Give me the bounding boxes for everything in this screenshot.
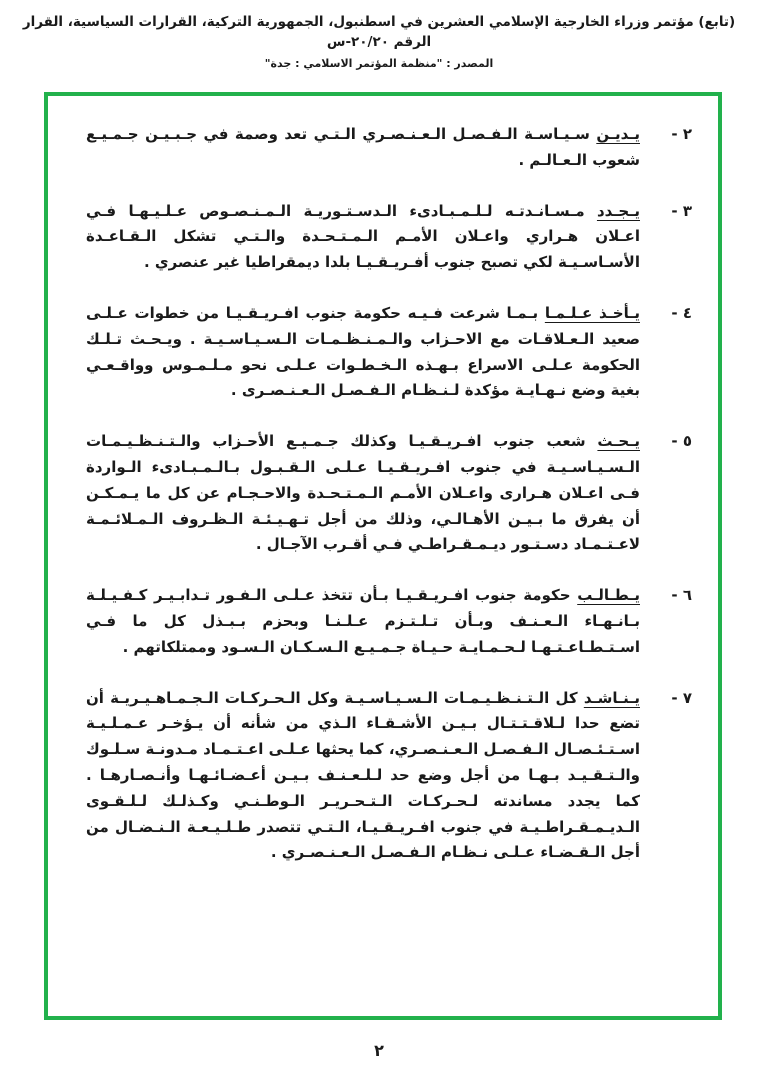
clause-lead-word: يـجـدد xyxy=(596,201,640,220)
clause-body: بـمـا شرعت فـيـه حكومة جنوب افـريـقـيـا من خطوات عـلـى صعيد الـعـلاقـات مع الاحـزاب والـمـنـظـمـات الـسـيـاسـيـة . ويـحـث تـلـك الحكومة عـلـى الاسراع بـهـذه الـخـطـوات عـلـى نحو مـلـمـوس وواقـعـي بغية وضع نـهـايـة مؤكدة لـنـظـام الـفـصـل الـعـنـصـرى . xyxy=(86,303,640,400)
clause-lead-word: يـطـالـب xyxy=(577,586,640,605)
clause-text xyxy=(86,686,640,867)
clause-number: ٣ - xyxy=(671,201,692,220)
document-header xyxy=(0,0,758,70)
clause-text xyxy=(86,122,640,174)
resolution-clause xyxy=(86,301,692,404)
resolution-clause xyxy=(86,122,692,174)
clause-lead-word: يـديـن xyxy=(596,125,640,143)
document-title: (تابع) مؤتمر وزراء الخارجية الإسلامي العشرين في اسطنبول، الجمهورية التركية، القرارات السياسية، القرار الرقم ٢٠/٢٠-س xyxy=(22,14,736,51)
clause-lead-word: يـأخـذ عـلـمـا xyxy=(544,303,640,322)
page-number: ٢ xyxy=(374,1041,384,1060)
clause-body: سـيـاسـة الـفـصـل الـعـنـصـري الـتـي تعد وصمة في جـبـيـن جـمـيـع شعوب الـعـالـم . xyxy=(86,125,640,169)
clause-number: ٢ - xyxy=(671,125,692,143)
clause-number: ٦ - xyxy=(671,586,692,605)
green-border-frame xyxy=(44,92,722,1020)
clause-body: مـسـانـدتـه لـلـمـبـادىء الـدسـتـوريـة الـمـنـصـوص عـلـيـهـا فـي اعـلان هـراري واعـلان الأمـم الـمـتـحـدة والـتـي تشكل الـقـاعـدة الأسـاسـيـة لكي تصبح جنوب أفـريـقـيـا بلدا ديمقراطيا غير عنصري . xyxy=(86,201,640,272)
clause-body: حكومة جنوب افـريـقـيـا بـأن تتخذ عـلـى الـفـور تـدابـيـر كـفـيـلـة بـانـهـاء الـعـنـف وبـأن تـلـتـزم عـلـنـا وبحزم بـبـذل كل ما فـي اسـتـطـاعـتـهـا لـحـمـايـة حـيـاة جـمـيـع الـسـكـان الـسـود وممتلكاتهم . xyxy=(86,586,640,656)
clause-body: كل الـتـنـظـيـمـات الـسـيـاسـيـة وكل الـحـركـات الـجـمـاهـيـريـة أن تضع حدا لـلاقـتـتـال بـيـن الأشـقـاء الـذي من شأنه أن يـؤخـر عـمـلـيـة اسـتـئـصـال الـفـصـل الـعـنـصـري، كما يحثها عـلـى اعـتـمـاد مـدونـة سـلـوك والـتـقـيـد بـهـا من أجل وضع حد لـلـعـنـف بـيـن أعـضـائـهـا وأنـصـارهـا . كما يجدد مساندته لـحـركـات الـتـحـريـر الـوطـنـي وكـذلـك لـلـقـوى الـديـمـقـراطـيـة في جنوب افـريـقـيـا، الـتـي تتصدر طـلـيـعـة الـنـضـال من أجل الـقـضـاء عـلـى نـظـام الـفـصـل الـعـنـصـري . xyxy=(86,688,640,862)
clause-lead-word: يـنـاشـد xyxy=(583,688,640,707)
clause-text xyxy=(86,199,640,276)
clause-text xyxy=(86,301,640,404)
resolution-clause xyxy=(86,429,692,558)
clause-number: ٧ - xyxy=(671,688,692,707)
resolution-clause xyxy=(86,583,692,660)
resolution-clause xyxy=(86,199,692,276)
resolution-clause xyxy=(86,686,692,867)
clause-number: ٤ - xyxy=(671,303,692,322)
clause-body: شعب جنوب افـريـقـيـا وكذلك جـمـيـع الأحـزاب والـتـنـظـيـمـات الـسـيـاسـيـة في جنوب افـريـقـيـا عـلـى الـقـبـول بـالـمـبـادىء الـواردة فـى اعـلان هـرارى واعـلان الأمـم الـمـتـحـدة والاحـجـام عن كل ما يـمـكـن أن يفرق ما بـيـن الأهـالـي، وذلك من أجل تـهـيـئـة الـظـروف الـمـلائـمـة لاعـتـمـاد دسـتـور ديـمـقـراطـي فـي أقـرب الآجـال . xyxy=(86,432,640,554)
clause-number: ٥ - xyxy=(671,432,692,451)
clause-text xyxy=(86,583,640,660)
clause-lead-word: يـحـث xyxy=(597,432,640,451)
clause-text xyxy=(86,429,640,558)
document-source-line: المصدر : "منظمة المؤتمر الاسلامي : جدة" xyxy=(264,56,494,70)
